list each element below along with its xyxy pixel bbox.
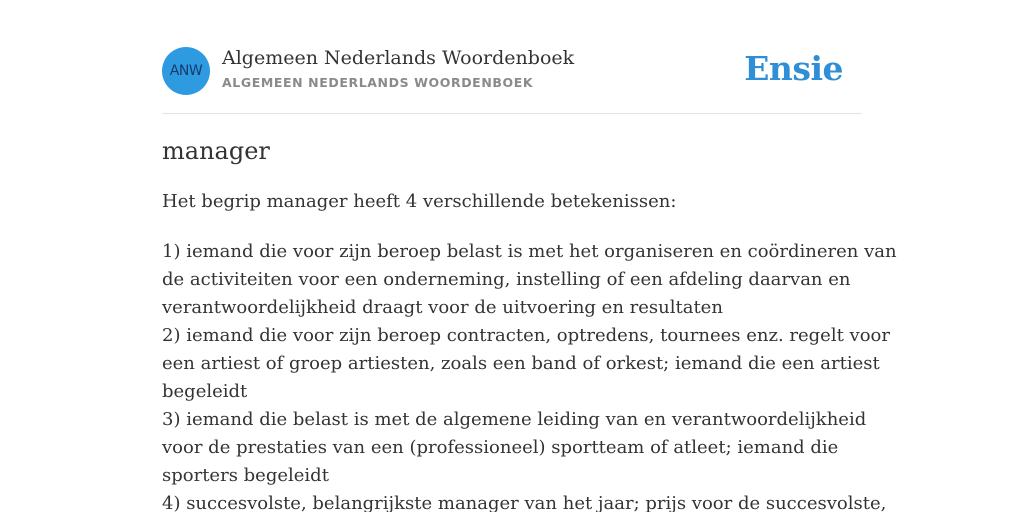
definition-line: een artiest of groep artiesten, zoals een band of orkest; iemand die een artiest [162,353,880,374]
anw-logo[interactable] [162,47,210,95]
site-subtitle: ALGEMEEN NEDERLANDS WOORDENBOEK [222,75,534,90]
entry-word: manager [162,137,270,165]
definition-item [162,406,867,490]
definition-line: voor de prestaties van een (professioneel) sportteam of atleet; iemand die [162,437,839,458]
site-header [162,47,862,95]
header-divider [162,113,862,114]
logo-text: ANW [169,63,203,79]
definition-line: 2) iemand die voor zijn beroep contracten, optredens, tournees enz. regelt voor [162,325,890,346]
definition-line: 4) succesvolste, belangrijkste manager van het jaar; prijs voor de succesvolste, [162,493,887,512]
definition-line: 1) iemand die voor zijn beroep belast is met het organiseren en coördineren van [162,241,897,262]
entry-intro: Het begrip manager heeft 4 verschillende betekenissen: [162,191,677,212]
definitions-list [162,238,897,512]
definition-item [162,322,890,406]
site-title[interactable]: Algemeen Nederlands Woordenboek [222,47,575,69]
definition-line: de activiteiten voor een onderneming, instelling of een afdeling daarvan en [162,269,851,290]
definition-line: verantwoordelijkheid draagt voor de uitvoering en resultaten [162,297,723,318]
ensie-brand-logo[interactable]: Ensie [744,49,843,88]
definition-line: sporters begeleidt [162,465,329,486]
definition-line: begeleidt [162,381,248,402]
definition-item [162,490,887,512]
definition-line: 3) iemand die belast is met de algemene leiding van en verantwoordelijkheid [162,409,867,430]
definition-item [162,238,897,322]
